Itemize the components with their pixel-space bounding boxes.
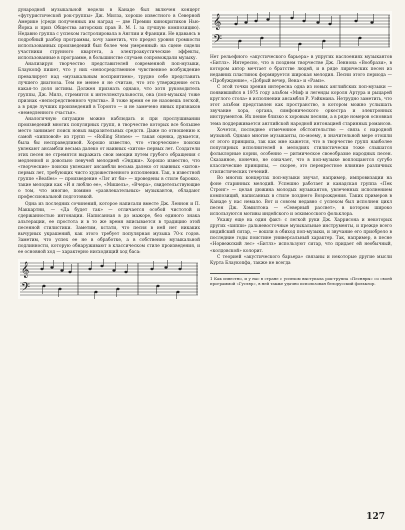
paragraph: Укажу еще на один факт: с легкой руки Дж. Харрисона и некоторых других «хиппи» дальневосточные музыкальные инструменты, и прежде всего индийский ситар, — вошли в обиход поп-музыки, и звучание его приобрело в последние годы поистине универсальный характер. Так, например, в песне «Норвежский лес» «Битлз» используют ситар, что придает ей необычный, «колдовской» колорит. xyxy=(210,218,392,254)
footnote-rule xyxy=(210,273,260,274)
paragraph: Аналогичную ситуацию можно наблюдать и при прослушивании произведений многих популярных групп, в творчестве которых все большее место занимает поиск новых выразительных средств. Даже по отношению к самой «хипповой» из групп — «Rolling Stones» — такая оценка, думается, была бы несправедливой. Хорошо известно, что «творческие» поиски увлекают ансамбли весьма далеко от наивных «хитов» первых лет. Создатели этих песен не стремятся выражать свои эмоции путем грубого обращения с медленной и довольно певучей мелодией «Энджи». Хорошо известно, что «творческие» поиски увлекают ансамбли весьма далеко от наивных «хитов» первых лет, требующих чисто художественного исполнения. Так, в известной группе «Beatles» — произведение «Лэт ит би» — проведены в стиле барокко, такие мелодии как «И я люблю ее», «Мишель», «Вчера», свидетельствующие о том, что многие, помимо «развлекательных» музыкантов, обладают профессиональной подготовкой. xyxy=(18,116,200,201)
paragraph: Одна из последних сочинений, которое написали вместе Дж. Леннон и П. Маккартни, — «Да будет так» — отличается особой чистотой и сдержанностью интонации. Написанная в до мажоре, без единого знака альтерации, ее простота и в то же время вписывается в традицию этой песенной стилистики. Заметим, кстати, что песня в ней нет никаких вычурных украшений, как этого требует популярная музыка 70-х годов. Заметим, что успех ее не в обработке, а в собственно музыкальной подлинности, которую обнаруживают в классическом стиле произведения, и ее основной ход — характерно нисходящий ход баса: xyxy=(18,201,200,255)
paragraph: дународной музыкальной недели в Канаде был включен концерт «футуристической рок-группы» Дж. Милза, хорошо известного в Северной Америке (среди полученных им наград — две Премии кинокритиков Нью-Йорка и приз Общества авторских прав В. М. І. за лучшую композицию). Недавно группа с успехом гастролировала в Англии и Франции. Не вдаваясь в подробный разбор программы, хочу заметить, что предел уровня громкости использованных произведений был более чем умеренный: на сцене сидели участники струнного квартета, а электроакустические эффекты, использованные в программе, в большинстве случаев сопровождали музыку. xyxy=(18,8,200,62)
paragraph: Нет рельефного «акустического барьера» в упругих наслоениях музыкантов «Битлз». Интересно, что в позднем творчестве Дж. Леннона «Вообрази», в котором автор мечтает о братстве людей, и в ряде лирических песен из недавних пластинок формируется широкая мелодия. Песни этого периода — «Пробуждение», «Добрый вечер, Вена» и «Рамэ». xyxy=(210,55,392,85)
footnote xyxy=(210,271,392,286)
footnote-marker: 1 xyxy=(210,275,213,281)
music-notation-example-right xyxy=(210,11,392,51)
music-notation-example-left xyxy=(18,259,200,299)
right-column xyxy=(210,8,392,286)
paragraph: С этой точки зрения интересна одна из новых английских поп-музыки — появившийся в 1975 году альбом «Миф и легенды короля Артура и рыцарей круглого стола» в исполнении ансамбля Р. Уэйкмана. Нетрудно заметить, что этот альбом представлен как пространство, в котором можно услышать звучание хора, органа, симфонического оркестра и электронных инструментов. Их пение близко к хоровым песням, а в ряде номеров основная тема поддерживается английской народной интонацией старинных романсов. xyxy=(210,85,392,127)
paragraph: С теорией «акустического барьера» связаны и некоторые другие мысли Курта Блаукопфа, также не всегда xyxy=(210,254,392,266)
paragraph: Хочется, последнее отмеченное обстоятельство — связь с народной музыкой. Однако многие музыканты, по-моему, в значительной мере отошли от этого принципа, так как мне кажется, что в творчестве групп наиболее популярных исполнителей в мелодиях стилистически тоже слышатся фольклорные корни, особенно — ритмическое своеобразие народных песен. Сказанное, конечно, не означает, что в поп-музыке воплощаются сугубо классические принципы, — скорее, это перекрестное влияние различных стилистических течений. xyxy=(210,127,392,175)
treble-clef-icon: 𝄞 xyxy=(213,14,222,30)
left-column xyxy=(18,8,200,303)
treble-clef-icon: 𝄞 xyxy=(21,261,30,278)
footnote-text: Как известно, и у нас в стране с успехом выступала рок-группа «Песняры» со своей программой «Гусляр», в ней также удачно использован белорусский фольклор. xyxy=(210,275,392,286)
paragraph: Анализируя творчество представителей современной поп-музыки, Блаукопф пишет, что у них «непосредственное чувственное возбуждение превалирует над «музыкальным восприятием», трудно себе представить лучшего диагноза. Тем не менее я не считаю, что это утверждение есть какая-то доля истины. Должен признать однако, что хотя руководитель группы, Дж. Милз, стремится к интеллектуальности, она (поп-музыка) тоже признак «непосредственного чувства». В тоже время ее не назовешь легкой, а в ряде лучших произведений в Торонто — и не замечено явных признаков «немедленного счастья». xyxy=(18,62,200,116)
page-number: 127 xyxy=(366,512,385,522)
bass-clef-icon: 𝄢 xyxy=(21,280,31,297)
bass-clef-icon: 𝄢 xyxy=(213,33,223,49)
paragraph: Во многих концертах поп-музыки звучат, например, импровизации на фоне старинных мелодий. Успешно работает и канадская группа «Пек Стронг» — целая дюжина молодых музыкантов, увлеченных исполнением композиций, написанных в стиле позднего Возрождения. Таких примеров в Канаде у нас немало. Вот и совсем недавно с успехом был исполнен цикл песен Дж. Хэмилтона — «Северный рассвет», в котором широко используются мотивы индейского и эскимосского фольклора. xyxy=(210,175,392,218)
